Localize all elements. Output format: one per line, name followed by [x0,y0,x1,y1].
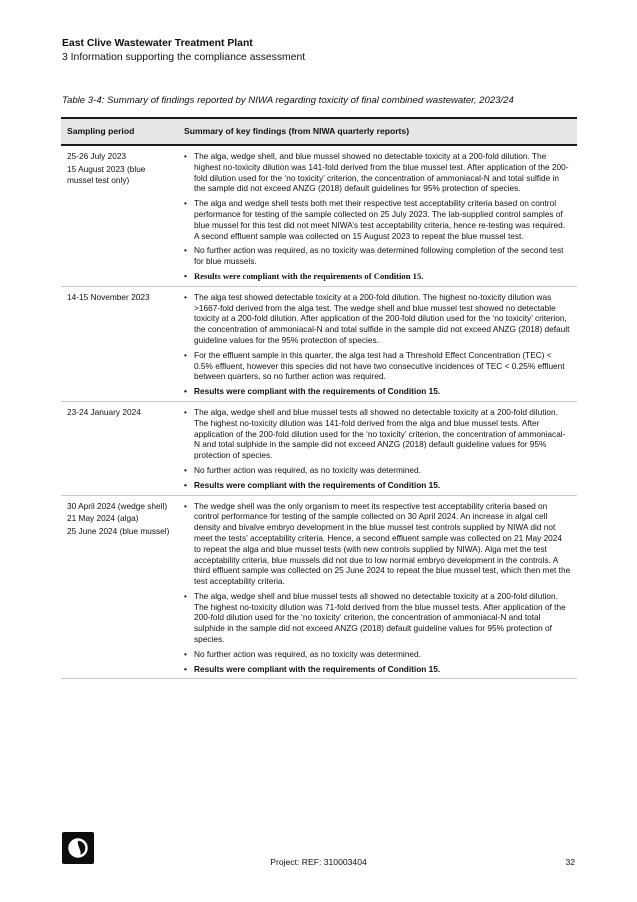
finding-item: • The alga, wedge shell and blue mussel tests all showed no detectable toxicity at a 200-fold dilution. The highest no-toxicity dilution was 71-fold derived from the blue mussel tests. After application of the 200-fold dilution used for the ‘no toxicity’ criterion, the concentration of ammoniacal-N and total sulphide in the sample did not exceed ANZG (2018) default guideline values for 95% protection of species. [184,591,571,645]
finding-item: • No further action was required, as no toxicity was determined following completion of the second test for blue mussels. [184,245,571,267]
table-header-row [61,118,577,145]
sampling-date: 23-24 January 2024 [67,406,141,417]
finding-item: • No further action was required, as no toxicity was determined. [184,649,571,660]
compliance-statement: • Results were compliant with the requirements of Condition 15. [184,480,571,491]
findings-cell [178,495,577,679]
table-row [61,286,577,401]
table-row [61,495,577,679]
sampling-period-cell [61,286,178,401]
findings-list [184,292,571,397]
sampling-date: 21 May 2024 (alga) [67,513,139,524]
finding-item: • The alga test showed detectable toxicity at a 200-fold dilution. The highest no-toxicity dilution was >1667-fold derived from the alga test. The wedge shell and blue mussel test showed no detectable toxicity at a 200-fold dilution. After application of the 200-fold dilution used for the ‘no toxicity’ criterion, the concentration of ammoniacal-N and total sulfide in the sample did not exceed ANZG (2018) default guideline values for the 95% protection of species. [184,292,571,346]
sampling-date: 25-26 July 2023 [67,151,127,161]
findings-cell [178,145,577,286]
compliance-statement: • Results were compliant with the requirements of Condition 15. [184,271,571,282]
sampling-date: 30 April 2024 (wedge shell) [67,500,168,511]
finding-item: • The alga, wedge shell and blue mussel tests all showed no detectable toxicity at a 200-fold dilution. The highest no-toxicity dilution was 141-fold derived from the alga and blue mussel tests. After application of the 200-fold dilution used for the ‘no toxicity’ criterion, the concentration of ammoniacal-N and total sulphide in the sample did not exceed ANZG (2018) default guideline values for 95% protection of species. [184,407,571,461]
section-subtitle: 3 Information supporting the compliance assessment [62,52,306,63]
sampling-date: 25 June 2024 (blue mussel) [67,526,170,537]
findings-list [184,407,571,491]
compliance-statement: • Results were compliant with the requirements of Condition 15. [184,664,571,675]
finding-item: • The alga, wedge shell, and blue mussel showed no detectable toxicity at a 200-fold dilution. The highest no-toxicity dilution was 141-fold derived from the blue mussel test. After application of the 200-fold dilution used for the ‘no toxicity’ criterion, the concentration of ammoniacal-N and total sulfide in the sample did not exceed ANZG (2018) default guidelines for 95% protection of species. [184,151,571,194]
sampling-period-cell [61,401,178,495]
document-title: East Clive Wastewater Treatment Plant [62,38,253,49]
finding-item: • The wedge shell was the only organism to meet its respective test acceptability criteria based on control performance for testing of the sample collected on 30 April 2024. An increase in algal cell density and bivalve embryo development in the blue mussel test controls supplied by NIWA did not meet the tests’ acceptability criteria. Hence, a second effluent sample was collected on 21 May 2024 to repeat the alga and blue mussel tests (with new controls supplied by NIWA). Alga met the test acceptability criteria, blue mussels did not due to low normal embryo development in the controls. A third effluent sample was collected on 25 June 2024 to repeat the blue mussel test, which then met the test acceptability criteria. [184,501,571,587]
table-row [61,145,577,286]
finding-item: • No further action was required, as no toxicity was determined. [184,465,571,476]
findings-list [184,151,571,282]
sampling-period-cell [61,145,178,286]
table-row [61,401,577,495]
findings-table [61,117,577,679]
sampling-date: 15 August 2023 (blue mussel test only) [67,163,146,185]
findings-cell [178,401,577,495]
sampling-date: 14-15 November 2023 [67,291,150,302]
footer-project-reference: Project: REF: 310003404 [270,857,367,867]
sampling-period-cell [61,495,178,679]
findings-cell [178,286,577,401]
finding-item: • For the effluent sample in this quarter, the alga test had a Threshold Effect Concentration (TEC) < 0.5% effluent, however this species did not have two consecutive incidences of TEC < 0.25% effluent between quarters, so no further action was required. [184,350,571,382]
compliance-statement: • Results were compliant with the requirements of Condition 15. [184,386,571,397]
column-header-sampling-period: Sampling period [61,118,178,145]
finding-item: • The alga and wedge shell tests both met their respective test acceptability criteria based on control performance for testing of the sample collected on 25 July 2023. The lab-supplied control samples of blue mussel for this test did not meet NIWA’s test acceptability criteria, hence re-testing was required. A second effluent sample was collected on 15 August 2023 to repeat the blue mussel test. [184,198,571,241]
findings-list [184,501,571,675]
page-number: 32 [565,857,575,867]
table-caption: Table 3-4: Summary of findings reported by NIWA regarding toxicity of final combined wastewater, 2023/24 [62,95,514,106]
column-header-key-findings: Summary of key findings (from NIWA quarterly reports) [178,118,577,145]
